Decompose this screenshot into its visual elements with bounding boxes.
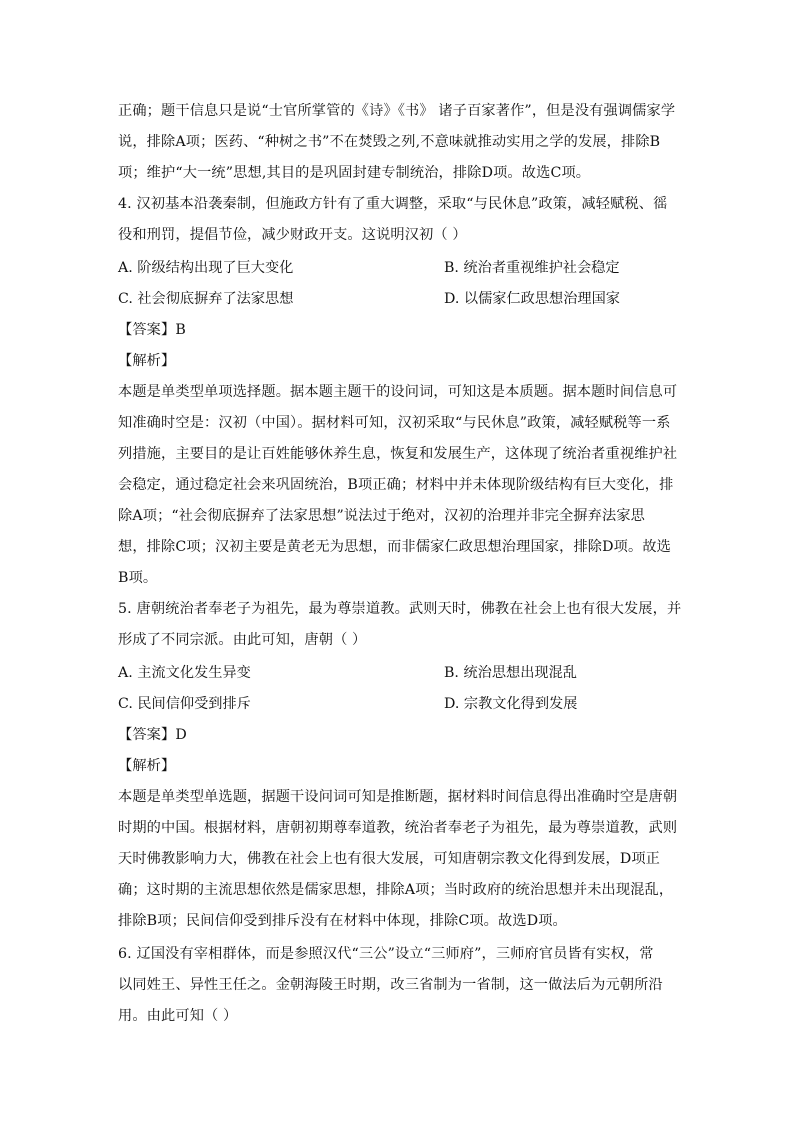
question-5-answer: 【答案】D <box>118 727 187 743</box>
question-5-analysis: 确；这时期的主流思想依然是儒家思想，排除A项；当时政府的统治思想并未出现混乱， <box>118 882 674 898</box>
question-5-stem: 5. 唐朝统治者奉老子为祖先，最为尊崇道教。武则天时，佛教在社会上也有很大发展，并 <box>118 601 682 617</box>
question-5-option-c: C. 民间信仰受到排斥 <box>118 696 251 712</box>
question-4-answer: 【答案】B <box>118 322 186 338</box>
question-4-option-a: A. 阶级结构出现了巨大变化 <box>118 260 294 276</box>
question-5-analysis-label: 【解析】 <box>118 758 176 774</box>
question-4-option-b: B. 统治者重视维护社会稳定 <box>444 260 620 276</box>
text-line: 正确；题干信息只是说“士官所掌管的《诗》《书》 诸子百家著作”，但是没有强调儒家学 <box>118 103 676 119</box>
question-5-option-a: A. 主流文化发生异变 <box>118 665 251 681</box>
question-4-stem: 役和刑罚，提倡节俭，减少财政开支。这说明汉初（ ） <box>118 227 467 243</box>
text-line: 说，排除A项；医药、“种树之书”不在焚毁之列,不意味就推动实用之学的发展，排除B <box>118 134 661 150</box>
question-5-analysis: 排除B项；民间信仰受到排斥没有在材料中体现，排除C项。故选D项。 <box>118 913 567 929</box>
text-line: 项；维护“大一统”思想,其目的是巩固封建专制统治，排除D项。故选C项。 <box>118 165 591 181</box>
question-5-option-d: D. 宗教文化得到发展 <box>444 696 578 712</box>
question-4-analysis: 想，排除C项；汉初主要是黄老无为思想，而非儒家仁政思想治理国家，排除D项。故选 <box>118 539 672 555</box>
question-4-analysis: 会稳定，通过稳定社会来巩固统治，B项正确；材料中并未体现阶级结构有巨大变化，排 <box>118 477 674 493</box>
question-6-stem: 用。由此可知（ ） <box>118 1008 238 1024</box>
question-5-analysis: 时期的中国。根据材料，唐朝初期尊奉道教，统治者奉老子为祖先，最为尊崇道教，武则 <box>118 820 678 836</box>
question-4-option-c: C. 社会彻底摒弃了法家思想 <box>118 291 294 307</box>
question-4-option-d: D. 以儒家仁政思想治理国家 <box>444 291 620 307</box>
question-4-analysis-label: 【解析】 <box>118 353 176 369</box>
question-4-stem: 4. 汉初基本沿袭秦制，但施政方针有了重大调整，采取“与民休息”政策，减轻赋税、徭 <box>118 196 668 212</box>
question-4-analysis: 除A项；“社会彻底摒弃了法家思想”说法过于绝对，汉初的治理并非完全摒弃法家思 <box>118 508 646 524</box>
question-6-stem: 6. 辽国没有宰相群体，而是参照汉代“三公”设立“三师府”，三师府官员皆有实权，常 <box>118 946 654 962</box>
question-5-stem: 形成了不同宗派。由此可知，唐朝（ ） <box>118 632 367 648</box>
question-5-option-b: B. 统治思想出现混乱 <box>444 665 577 681</box>
question-4-analysis: 知准确时空是：汉初（中国）。据材料可知，汉初采取“与民休息”政策，减轻赋税等一系 <box>118 415 671 431</box>
question-4-analysis: 列措施，主要目的是让百姓能够休养生息，恢复和发展生产，这体现了统治者重视维护社 <box>118 446 678 462</box>
question-6-stem: 以同姓王、异性王任之。金朝海陵王时期，改三省制为一省制，这一做法后为元朝所沿 <box>118 977 663 993</box>
question-4-analysis: B项。 <box>118 570 158 586</box>
question-4-analysis: 本题是单类型单项选择题。据本题主题干的设问词，可知这是本质题。据本题时间信息可 <box>118 384 678 400</box>
question-5-analysis: 本题是单类型单选题，据题干设问词可知是推断题，据材料时间信息得出准确时空是唐朝 <box>118 789 678 805</box>
question-5-analysis: 天时佛教影响力大，佛教在社会上也有很大发展，可知唐朝宗教文化得到发展，D项正 <box>118 851 661 867</box>
